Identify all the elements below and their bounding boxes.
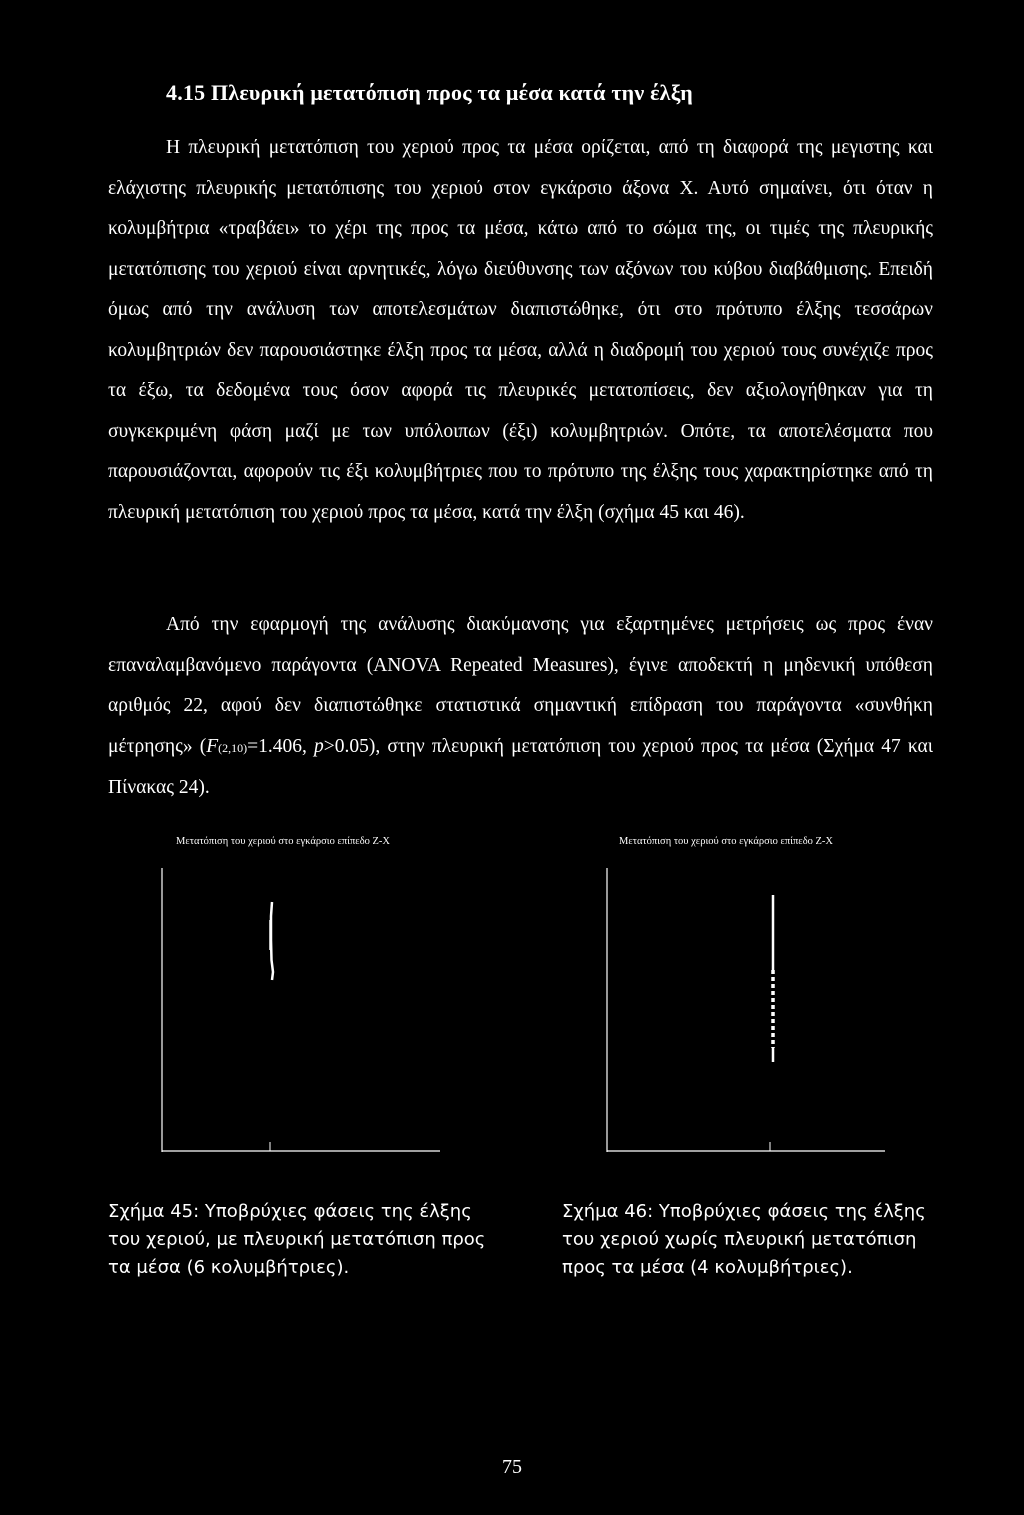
figure-45 [160,830,440,1152]
figure-46 [605,830,885,1152]
stat-degrees-of-freedom: (2,10) [218,740,248,755]
hand-path-line [271,902,273,980]
stat-p-symbol: p [314,735,324,757]
page-number: 75 [502,1456,522,1478]
caption-line: του χεριού, με πλευρική μετατόπιση προς [108,1229,486,1250]
plot-title: Μετατόπιση του χεριού στο εγκάρσιο επίπεδο Z-X [176,836,391,847]
anova-text-end: >0.05), στην πλευρική μετατόπιση του χεριού προς τα μέσα (Σχήμα 47 και Πίνακας 24). [108,735,933,798]
anova-text: Από την εφαρμογή της ανάλυσης διακύμανσης για εξαρτημένες μετρήσεις ως προς έναν επαναλαμβανόμενο παράγοντα (ANOVA Repeated Measures), έγινε αποδεκτή η μηδενική υπόθεση αριθμός 22, αφού δεν διαπιστώθηκε στατιστικά σημαντική επίδραση του παράγοντα «συνθήκη μέτρησης» ( [108,614,933,757]
plot-46 [605,830,885,1152]
caption-line: Σχήμα 45: Υποβρύχιες φάσεις της έλξης [108,1201,472,1222]
section-heading: 4.15 Πλευρική μετατόπιση προς τα μέσα κατά την έλξη [166,80,693,105]
plot-title: Μετατόπιση του χεριού στο εγκάρσιο επίπεδο Z-X [619,836,834,847]
paragraph-lateral-displacement-definition: Η πλευρική μετατόπιση του χεριού προς τα μέσα ορίζεται, από τη διαφορά της μεγιστης και ελάχιστης πλευρικής μετατόπισης του χεριού στον εγκάρσιο άξονα Χ. Αυτό σημαίνει, ότι όταν η κολυμβήτρια «τραβάει» το χέρι της προς τα μέσα, κάτω από το σώμα της, οι τιμές της πλευρικής μετατόπισης του χεριού είναι αρνητικές, λόγω διεύθυνσης των αξόνων του κύβου διαβάθμισης. Επειδή όμως από την ανάλυση των αποτελεσμάτων διαπιστώθηκε, ότι στο πρότυπο έλξης τεσσάρων κολυμβητριών δεν παρουσιάστηκε έλξη προς τα μέσα, αλλά η διαδρομή του χεριού τους συνέχιζε προς τα έξω, τα δεδομένα τους όσον αφορά τις πλευρικές μετατοπίσεις, δεν αξιολογήθηκαν για τη συγκεκριμένη φάση μαζί με των υπόλοιπων (έξι) κολυμβητριών. Οπότε, τα αποτελέσματα που παρουσιάζονται, αφορούν τις έξι κολυμβήτριες που το πρότυπο της έλξης τους χαρακτηρίστηκε από τη πλευρική μετατόπιση του χεριού προς τα μέσα, κατά την έλξη (σχήμα 45 και 46). [108,137,933,523]
caption-line: Σχήμα 46: Υποβρύχιες φάσεις της έλξης [562,1201,926,1222]
caption-line: προς τα μέσα (4 κολυμβήτριες). [562,1257,853,1278]
figure-45-caption [108,1198,518,1282]
plot-45 [160,830,440,1152]
caption-line: τα μέσα (6 κολυμβήτριες). [108,1257,350,1278]
paragraph-anova-result [108,605,933,809]
stat-f-value: =1.406, [247,735,314,757]
stat-f-symbol: F [206,735,219,757]
caption-line: του χεριού χωρίς πλευρική μετατόπιση [562,1229,917,1250]
figure-46-caption [562,1198,972,1282]
